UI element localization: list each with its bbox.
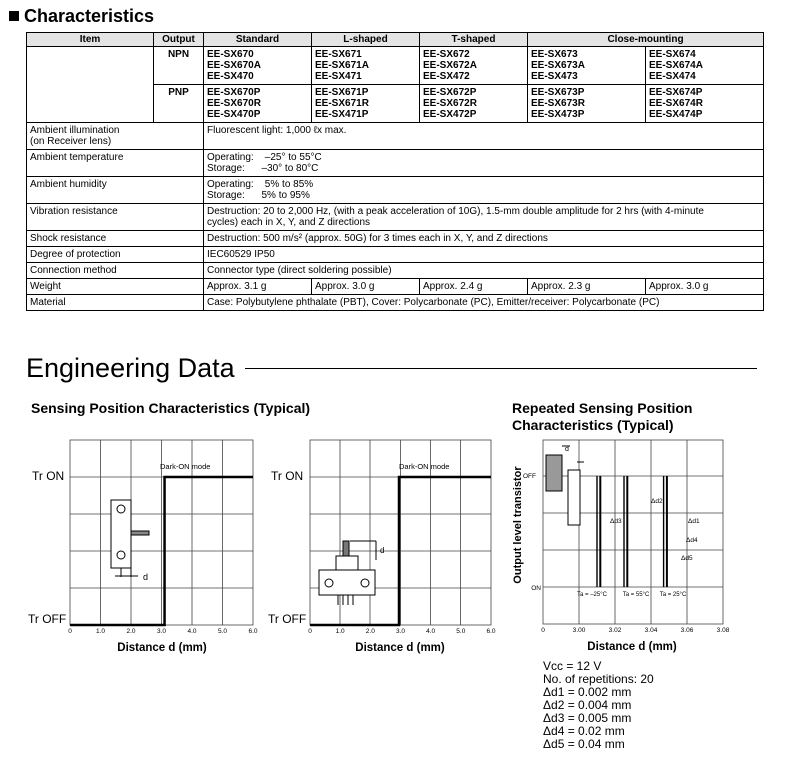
chart3-x-label: Distance d (mm) <box>587 641 677 653</box>
row-item: Vibration resistance <box>27 204 204 231</box>
chart3-temp-label: Ta = –25°C <box>577 592 607 598</box>
chart3-x-ticks <box>541 627 730 634</box>
chart3-tick-label: 3.00 <box>572 627 586 634</box>
chart1-dim-label: d <box>143 572 149 582</box>
chart1-tick-label: 5.0 <box>217 628 228 635</box>
row-value: IEC60529 IP50 <box>204 247 764 263</box>
chart3-delta-label: Δd2 <box>651 498 663 505</box>
test-conditions <box>543 660 654 751</box>
chart1-x-label: Distance d (mm) <box>117 642 207 654</box>
chart2-x-label: Distance d (mm) <box>355 642 445 654</box>
row-item: Ambient illumination (on Receiver lens) <box>27 123 204 150</box>
chart2-tr-on-label: Tr ON <box>271 469 304 483</box>
header-output: Output <box>154 33 204 47</box>
header-standard: Standard <box>204 33 312 47</box>
section-title: Characteristics <box>9 6 154 27</box>
chart2-tr-off-label: Tr OFF <box>268 612 307 626</box>
row-item: Ambient temperature <box>27 150 204 177</box>
chart2-tick-label: 0 <box>308 628 312 635</box>
npn-standard: EE-SX670 EE-SX670A EE-SX470 <box>204 47 312 85</box>
npn-t-shaped: EE-SX672 EE-SX672A EE-SX472 <box>420 47 528 85</box>
npn-l-shaped: EE-SX671 EE-SX671A EE-SX471 <box>312 47 420 85</box>
chart1-sensor-drawing <box>111 500 149 577</box>
note-d1: Δd1 = 0.002 mm <box>543 685 632 699</box>
row-item: Material <box>27 295 204 311</box>
chart3-tick-label: 3.02 <box>608 627 622 634</box>
row-value: Operating: 5% to 85% Storage: 5% to 95% <box>204 177 764 204</box>
chart3-delta-label: Δd1 <box>688 518 700 525</box>
chart2-dim-label: d <box>380 546 385 555</box>
row-value: Connector type (direct soldering possible) <box>204 263 764 279</box>
pnp-close-1: EE-SX673P EE-SX673R EE-SX473P <box>528 85 646 123</box>
weight-standard: Approx. 3.1 g <box>204 279 312 295</box>
pnp-l-shaped: EE-SX671P EE-SX671R EE-SX471P <box>312 85 420 123</box>
row-value: Case: Polybutylene phthalate (PBT), Cover: Polycarbonate (PC), Emitter/receiver: Polycarbonate (PC) <box>204 295 764 311</box>
header-l-shaped: L-shaped <box>312 33 420 47</box>
chart3-temp-labels <box>577 592 687 598</box>
chart3-delta-label: Δd4 <box>686 537 698 544</box>
chart2-tick-label: 2.0 <box>365 628 375 635</box>
chart3-on-label: ON <box>531 585 541 592</box>
note-d2: Δd2 = 0.004 mm <box>543 698 632 712</box>
chart1-tr-on-label: Tr ON <box>32 469 65 483</box>
chart2-tick-label: 6.0 <box>486 628 496 635</box>
row-value: Destruction: 20 to 2,000 Hz, (with a peak acceleration of 10G), 1.5-mm double amplitude for 2 hrs (with 4-minute cycles) each in X, Y, and Z directions <box>204 204 764 231</box>
chart1-tick-label: 4.0 <box>187 628 197 635</box>
chart3-temp-label: Ta = 25°C <box>659 592 687 598</box>
output-npn: NPN <box>154 47 204 85</box>
chart3-bars <box>597 476 667 587</box>
row-value: Fluorescent light: 1,000 ℓx max. <box>204 123 764 150</box>
chart2-x-ticks <box>308 628 496 635</box>
chart1-x-ticks <box>68 628 258 635</box>
note-d4: Δd4 = 0.02 mm <box>543 724 625 738</box>
chart2-tick-label: 4.0 <box>426 628 436 635</box>
note-repetitions: No. of repetitions: 20 <box>543 672 654 686</box>
pnp-t-shaped: EE-SX672P EE-SX672R EE-SX472P <box>420 85 528 123</box>
weight-close-1: Approx. 2.3 g <box>528 279 646 295</box>
npn-close-2: EE-SX674 EE-SX674A EE-SX474 <box>646 47 764 85</box>
pnp-close-2: EE-SX674P EE-SX674R EE-SX474P <box>646 85 764 123</box>
sensing-position-title: Sensing Position Characteristics (Typical) <box>31 400 311 416</box>
chart3-tick-label: 3.04 <box>644 627 658 634</box>
weight-l-shaped: Approx. 3.0 g <box>312 279 420 295</box>
weight-close-2: Approx. 3.0 g <box>646 279 764 295</box>
chart1-tick-label: 6.0 <box>248 628 258 635</box>
chart3-off-label: OFF <box>523 473 536 480</box>
chart3-delta-label: Δd5 <box>681 555 693 562</box>
row-item: Connection method <box>27 263 204 279</box>
chart3-tick-label: 0 <box>541 627 545 634</box>
chart2-mode-label: Dark-ON mode <box>399 462 450 471</box>
row-item: Ambient humidity <box>27 177 204 204</box>
engineering-data-title: Engineering Data <box>26 353 235 383</box>
header-close-mounting: Close-mounting <box>528 33 764 47</box>
chart3-tick-label: 3.08 <box>716 627 730 634</box>
chart2-tick-label: 3.0 <box>395 628 406 635</box>
chart1-tick-label: 0 <box>68 628 72 635</box>
chart3-delta-label: Δd3 <box>610 518 622 525</box>
chart2-tick-label: 1.0 <box>335 628 345 635</box>
weight-t-shaped: Approx. 2.4 g <box>420 279 528 295</box>
chart2-tick-label: 5.0 <box>456 628 466 635</box>
chart3-temp-label: Ta = 55°C <box>622 592 650 598</box>
note-d3: Δd3 = 0.005 mm <box>543 711 632 725</box>
npn-close-1: EE-SX673 EE-SX673A EE-SX473 <box>528 47 646 85</box>
chart1-tick-label: 2.0 <box>126 628 136 635</box>
chart1-tick-label: 3.0 <box>156 628 167 635</box>
row-item: Degree of protection <box>27 247 204 263</box>
chart3-tick-label: 3.06 <box>680 627 694 634</box>
header-t-shaped: T-shaped <box>420 33 528 47</box>
pnp-standard: EE-SX670P EE-SX670R EE-SX470P <box>204 85 312 123</box>
row-value: Operating: –25° to 55°C Storage: –30° to 80°C <box>204 150 764 177</box>
repeated-sensing-title: Repeated Sensing Position Characteristics (Typical) <box>512 400 693 433</box>
note-d5: Δd5 = 0.04 mm <box>543 737 625 751</box>
chart3-dim-label: d <box>565 446 569 453</box>
note-vcc: Vcc = 12 V <box>543 659 602 673</box>
row-value: Destruction: 500 m/s² (approx. 50G) for 3 times each in X, Y, and Z directions <box>204 231 764 247</box>
chart1-mode-label: Dark-ON mode <box>160 462 211 471</box>
output-pnp: PNP <box>154 85 204 123</box>
chart1-tr-off-label: Tr OFF <box>28 612 67 626</box>
row-item: Shock resistance <box>27 231 204 247</box>
header-item: Item <box>27 33 154 47</box>
row-item: Weight <box>27 279 204 295</box>
chart1-tick-label: 1.0 <box>95 628 106 635</box>
chart3-y-label: Output level transistor <box>512 466 524 584</box>
